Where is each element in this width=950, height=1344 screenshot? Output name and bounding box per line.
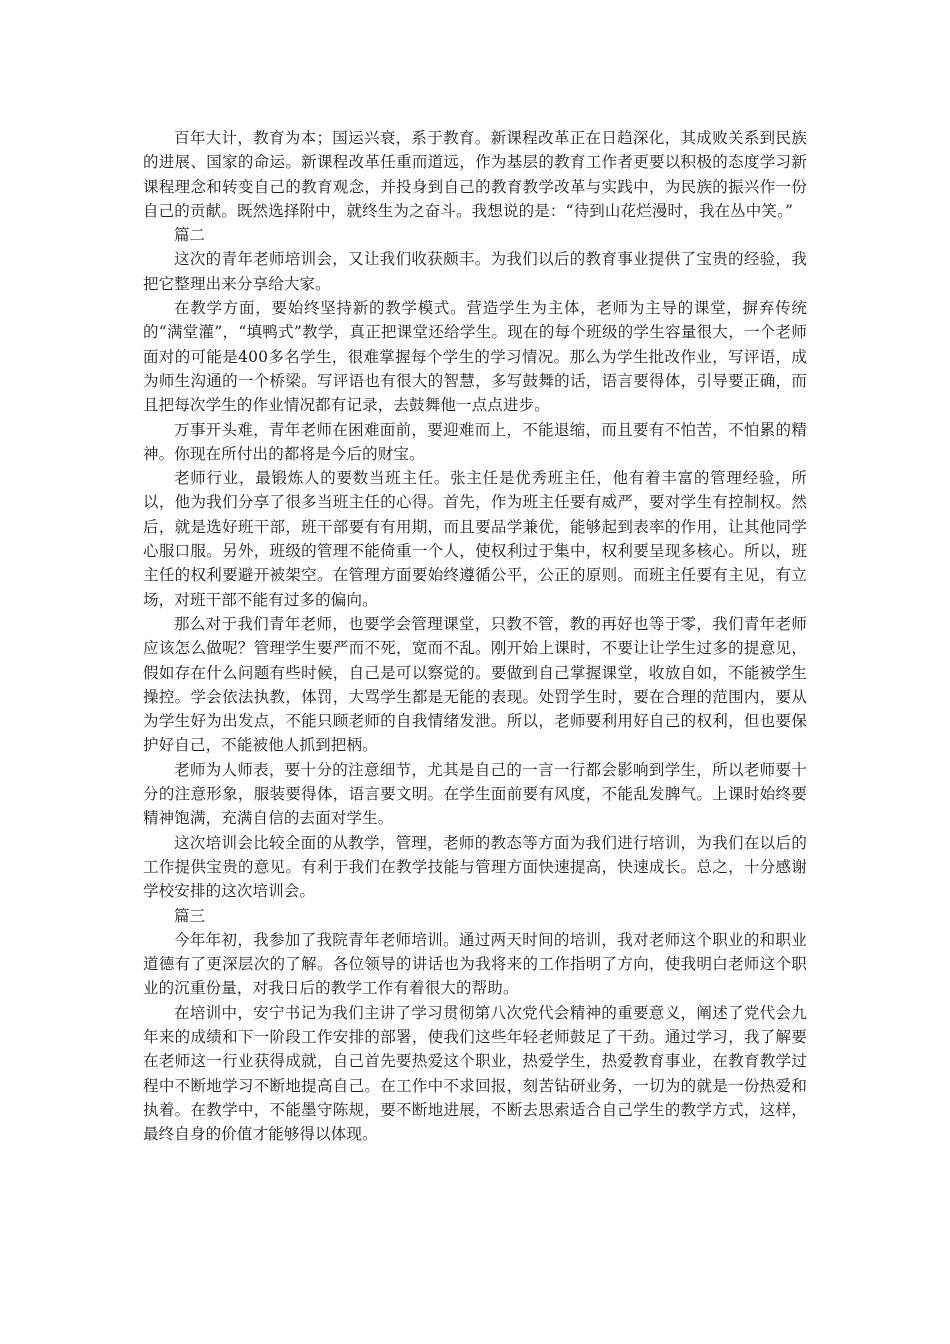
paragraph: 老师为人师表，要十分的注意细节，尤其是自己的一言一行都会影响到学生，所以老师要十分的注意形象，服装要得体，语言要文明。在学生面前要有风度，不能乱发脾气。上课时始终要精神饱满，充满自信的去面对学生。 bbox=[143, 760, 807, 828]
paragraph: 这次的青年老师培训会，又让我们收获颇丰。为我们以后的教育事业提供了宝贵的经验，我把它整理出来分享给大家。 bbox=[143, 250, 807, 293]
paragraph: 那么对于我们青年老师，也要学会管理课堂，只教不管，教的再好也等于零，我们青年老师应该怎么做呢？管理学生要严而不死，宽而不乱。刚开始上课时，不要让让学生过多的提意见，假如存在什么问题有些时候，自己是可以察觉的。要做到自己掌握课堂，收放自如，不能被学生操控。学会依法执教，体罚，大骂学生都是无能的表现。处罚学生时，要在合理的范围内，要从为学生好为出发点，不能只顾老师的自我情绪发泄。所以，老师要利用好自己的权利，但也要保护好自己，不能被他人抓到把柄。 bbox=[143, 614, 807, 755]
paragraph: 百年大计，教育为本；国运兴衰，系于教育。新课程改革正在日趋深化，其成败关系到民族的进展、国家的命运。新课程改革任重而道远，作为基层的教育工作者更要以积极的态度学习新课程理念和转变自己的教育观念，并投身到自己的教育教学改革与实践中，为民族的振兴作一份自己的贡献。既然选择附中，就终生为之奋斗。我想说的是：“待到山花烂漫时，我在丛中笑。” bbox=[143, 129, 807, 220]
paragraph: 今年年初，我参加了我院青年老师培训。通过两天时间的培训，我对老师这个职业的和职业道德有了更深层次的了解。各位领导的讲话也为我将来的工作指明了方向，使我明白老师这个职业的沉重份量，对我日后的教学工作有着很大的帮助。 bbox=[143, 930, 807, 998]
paragraph: 在教学方面，要始终坚持新的教学模式。营造学生为主体，老师为主导的课堂，摒弃传统的“满堂灌”，“填鸭式”教学，真正把课堂还给学生。现在的每个班级的学生容量很大，一个老师面对的可能是400多名学生，很难掌握每个学生的学习情况。那么为学生批改作业，写评语，成为师生沟通的一个桥梁。写评语也有很大的智慧，多写鼓舞的话，语言要得体，引导要正确，而且把每次学生的作业情况都有记录，去鼓舞他一点点进步。 bbox=[143, 299, 807, 415]
section-heading: 篇三 bbox=[174, 906, 206, 925]
paragraph: 老师行业，最锻炼人的要数当班主任。张主任是优秀班主任，他有着丰富的管理经验，所以，他为我们分享了很多当班主任的心得。首先，作为班主任要有威严，要对学生有控制权。然后，就是选好班干部，班干部要有有用期，而且要品学兼优，能够起到表率的作用，让其他同学心服口服。另外，班级的管理不能倚重一个人，使权利过于集中，权利要呈现多核心。所以，班主任的权利要避开被架空。在管理方面要始终遵循公平，公正的原则。而班主任要有主见，有立场，对班干部不能有过多的偏向。 bbox=[143, 469, 807, 609]
paragraph: 万事开头难，青年老师在困难面前，要迎难而上，不能退缩，而且要有不怕苦，不怕累的精神。你现在所付出的都将是今后的财宝。 bbox=[143, 420, 807, 463]
document-body bbox=[143, 126, 807, 1146]
section-heading: 篇二 bbox=[174, 226, 206, 245]
paragraph: 在培训中，安宁书记为我们主讲了学习贯彻第八次党代会精神的重要意义，阐述了党代会九年来的成绩和下一阶段工作安排的部署，使我们这些年轻老师鼓足了干劲。通过学习，我了解要在老师这一行业获得成就，自己首先要热爱这个职业，热爱学生，热爱教育事业，在教育教学过程中不断地学习不断地提高自己。在工作中不求回报，刻苦钻研业务，一切为的就是一份热爱和执着。在教学中，不能墨守陈规，要不断地进展，不断去思索适合自己学生的教学方式，这样，最终自身的价值才能够得以体现。 bbox=[143, 1003, 807, 1144]
paragraph: 这次培训会比较全面的从教学，管理，老师的教态等方面为我们进行培训，为我们在以后的工作提供宝贵的意见。有利于我们在教学技能与管理方面快速提高，快速成长。总之，十分感谢学校安排的这次培训会。 bbox=[143, 833, 807, 901]
